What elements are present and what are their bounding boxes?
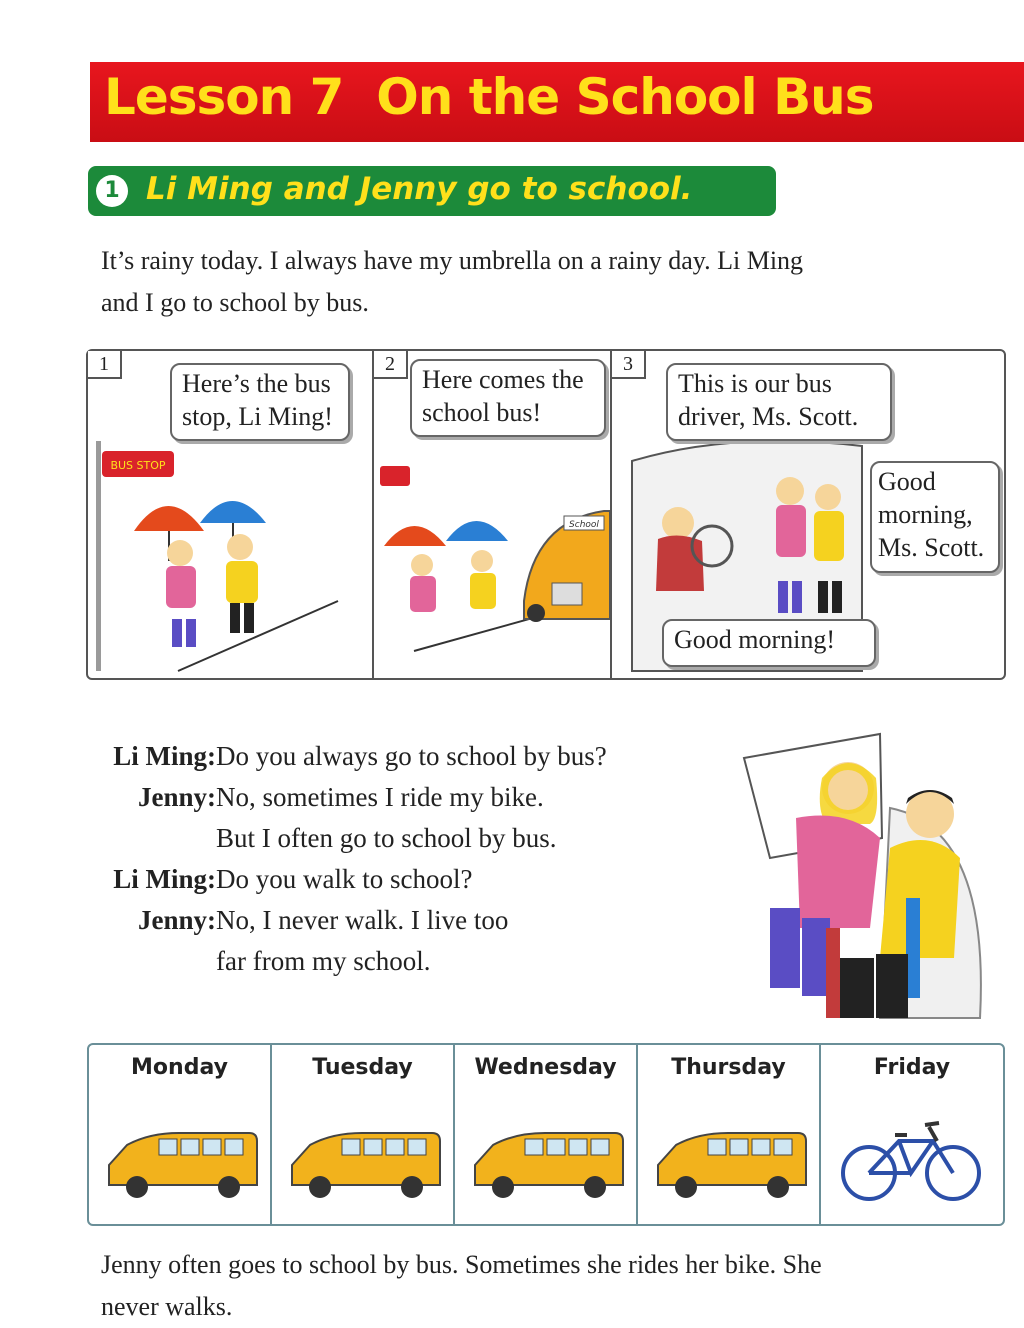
speech-bubble (870, 461, 1000, 573)
speech-line: stop, Li Ming! (182, 402, 333, 431)
speaker-name: Jenny: (137, 782, 216, 812)
day-cell-friday (821, 1045, 1003, 1224)
day-cell-wednesday (455, 1045, 638, 1224)
panel-number: 1 (88, 351, 122, 379)
speaker-name: Li Ming: (113, 864, 216, 894)
dialogue-turn (137, 900, 607, 982)
intro-line: and I go to school by bus. (101, 288, 369, 317)
dialogue-line: But I often go to school by bus. (216, 823, 557, 853)
lesson-title-bar (90, 62, 1024, 142)
bicycle-icon (821, 1045, 1003, 1225)
speech-line: Good (878, 467, 936, 496)
dialogue-line: Do you walk to school? (216, 864, 473, 894)
speech-line: school bus! (422, 398, 542, 427)
speech-line: Good morning! (674, 625, 836, 654)
bus-sign: School (569, 520, 599, 530)
dialogue-turn (137, 777, 607, 859)
bus-stop-sign: BUS STOP (110, 459, 166, 472)
intro-line: It’s rainy today. I always have my umbrella on a rainy day. Li Ming (101, 246, 804, 275)
dialogue-line: far from my school. (216, 946, 431, 976)
conclusion-line: never walks. (101, 1292, 233, 1321)
dialogue-turn (113, 736, 607, 777)
section-heading-bar (88, 166, 776, 216)
lesson-title: Lesson 7 On the School Bus (104, 68, 874, 126)
day-label: Wednesday (474, 1055, 617, 1080)
section-number-badge: 1 (96, 175, 128, 207)
speech-line: Here comes the (422, 365, 584, 394)
comic-strip (86, 349, 1006, 680)
day-label: Friday (873, 1055, 951, 1080)
speech-line: Here’s the bus (182, 369, 331, 398)
panel-number: 3 (612, 351, 646, 379)
school-bus-icon (272, 1045, 455, 1225)
dialogue-line: Do you always go to school by bus? (216, 741, 607, 771)
day-label: Tuesday (312, 1055, 413, 1080)
comic-panel-2 (374, 351, 612, 678)
speech-line: driver, Ms. Scott. (678, 402, 859, 431)
school-bus-icon (638, 1045, 821, 1225)
conclusion-line: Jenny often goes to school by bus. Sometimes she rides her bike. She (101, 1250, 822, 1279)
speech-bubble (170, 363, 350, 441)
dialogue-turn (113, 859, 607, 900)
speech-line: Ms. Scott. (878, 533, 985, 562)
school-bus-icon (89, 1045, 272, 1225)
day-cell-tuesday (272, 1045, 455, 1224)
speech-bubble (666, 363, 892, 441)
speech-bubble (662, 619, 876, 667)
school-bus-icon (455, 1045, 638, 1225)
dialogue (113, 736, 607, 982)
speech-line: This is our bus (678, 369, 832, 398)
speech-line: morning, (878, 500, 973, 529)
dialogue-line: No, sometimes I ride my bike. (216, 782, 544, 812)
intro-paragraph (101, 240, 803, 324)
comic-panel-1 (88, 351, 374, 678)
day-label: Thursday (671, 1055, 786, 1080)
day-cell-monday (89, 1045, 272, 1224)
speech-bubble (410, 359, 606, 437)
comic-panel-3 (612, 351, 1004, 678)
conclusion-paragraph (101, 1244, 822, 1328)
speaker-name: Jenny: (137, 905, 216, 935)
section-heading: Li Ming and Jenny go to school. (146, 171, 693, 207)
speaker-name: Li Ming: (113, 741, 216, 771)
day-label: Monday (131, 1055, 228, 1080)
weekly-transport-table (87, 1043, 1005, 1226)
children-on-bus-illustration (730, 728, 1010, 1028)
day-cell-thursday (638, 1045, 821, 1224)
dialogue-line: No, I never walk. I live too (216, 905, 509, 935)
panel-number: 2 (374, 351, 408, 379)
